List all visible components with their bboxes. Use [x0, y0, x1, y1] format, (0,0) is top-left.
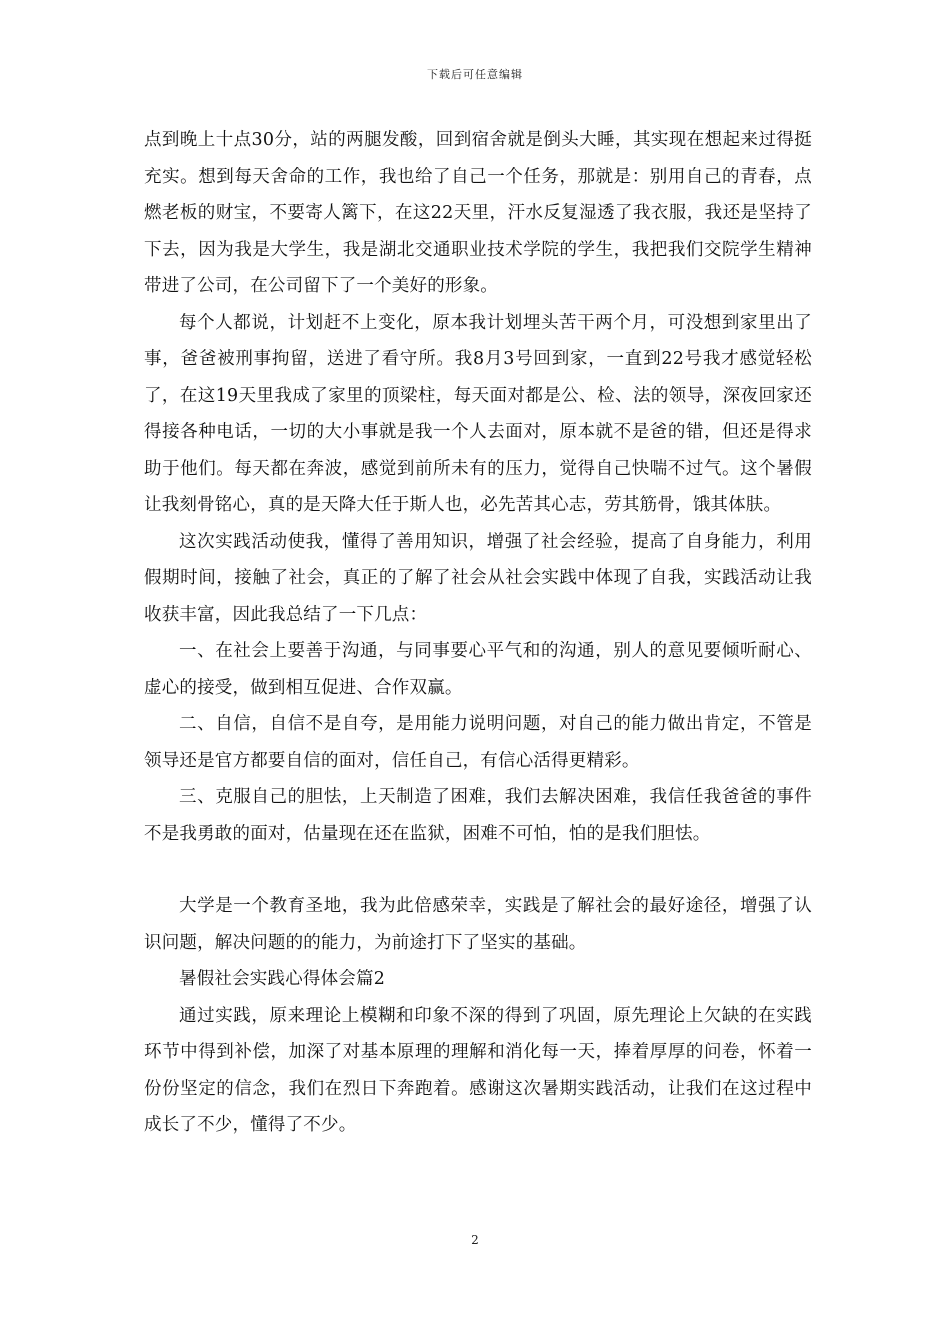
paragraph-point-three: 三、克服自己的胆怯，上天制造了困难，我们去解决困难，我信任我爸爸的事件不是我勇敢的面对，估量现在还在监狱，困难不可怕，怕的是我们胆怯。	[144, 787, 812, 844]
paragraph-family-event: 每个人都说，计划赶不上变化，原本我计划埋头苦干两个月，可没想到家里出了事，爸爸被刑事拘留，送进了看守所。我8月3号回到家，一直到22号我才感觉轻松了，在这19天里我成了家里的顶梁柱，每天面对都是公、检、法的领导，深夜回家还得接各种电话，一切的大小事就是我一个人去面对，原本就不是爸的错，但还是得求助于他们。每天都在奔波，感觉到前所未有的压力，觉得自己快喘不过气。这个暑假让我刻骨铭心，真的是天降大任于斯人也，必先苦其心志，劳其筋骨，饿其体肤。	[144, 312, 812, 515]
paragraph-university: 大学是一个教育圣地，我为此倍感荣幸，实践是了解社会的最好途径，增强了认识问题，解决问题的的能力，为前途打下了坚实的基础。	[144, 896, 812, 953]
document-body	[144, 122, 812, 1144]
paragraph-continuation: 点到晚上十点30分，站的两腿发酸，回到宿舍就是倒头大睡，其实现在想起来过得挺充实。想到每天舍命的工作，我也给了自己一个任务，那就是：别用自己的青春，点燃老板的财宝，不要寄人篱下，在这22天里，汗水反复湿透了我衣服，我还是坚持了下去，因为我是大学生，我是湖北交通职业技术学院的学生，我把我们交院学生精神带进了公司，在公司留下了一个美好的形象。	[144, 130, 812, 296]
section-heading: 暑假社会实践心得体会篇2	[179, 969, 386, 989]
paragraph-point-two: 二、自信，自信不是自夸，是用能力说明问题，对自己的能力做出肯定，不管是领导还是官方都要自信的面对，信任自己，有信心活得更精彩。	[144, 714, 812, 771]
paragraph-reflection: 通过实践，原来理论上模糊和印象不深的得到了巩固，原先理论上欠缺的在实践环节中得到补偿，加深了对基本原理的理解和消化每一天，捧着厚厚的问卷，怀着一份份坚定的信念，我们在烈日下奔跑着。感谢这次暑期实践活动，让我们在这过程中成长了不少，懂得了不少。	[144, 1005, 812, 1135]
paragraph-practice-summary: 这次实践活动使我，懂得了善用知识，增强了社会经验，提高了自身能力，利用假期时间，接触了社会，真正的了解了社会从社会实践中体现了自我，实践活动让我收获丰富，因此我总结了一下几点：	[144, 531, 812, 625]
page-header: 下载后可任意编辑	[427, 68, 523, 81]
page-number: 2	[471, 1233, 479, 1247]
paragraph-point-one: 一、在社会上要善于沟通，与同事要心平气和的沟通，别人的意见要倾听耐心、虚心的接受，做到相互促进、合作双赢。	[144, 641, 812, 698]
